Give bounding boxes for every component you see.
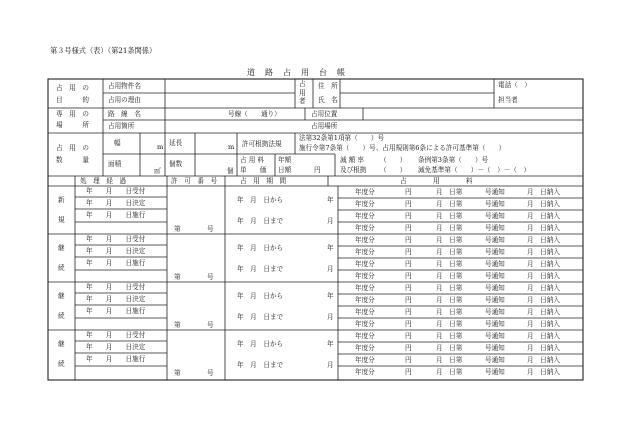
- reason-label: 占用の理由: [108, 96, 141, 104]
- fee-date: 月 日第: [436, 356, 463, 364]
- reduction-label-a: 減 額 率: [340, 156, 364, 164]
- fee-notice: 号通知: [485, 260, 505, 268]
- fee-paid: 月 日納入: [527, 332, 560, 340]
- fee-notice: 号通知: [485, 344, 505, 352]
- reduction-paren-b: （ ）: [380, 166, 407, 174]
- fee-date: 月 日第: [436, 320, 463, 328]
- group-label-top: 継: [58, 292, 65, 300]
- fee-fiscal: 年度分: [355, 296, 375, 304]
- fee-yen: 円: [405, 332, 412, 340]
- fee-notice: 号通知: [485, 188, 505, 196]
- period-month: 月: [327, 361, 334, 369]
- fee-date: 月 日第: [436, 344, 463, 352]
- extension-label: 延長: [169, 139, 183, 147]
- fee-yen: 円: [405, 320, 412, 328]
- ledger-title: 道 路 占 用 台 帳: [247, 68, 346, 77]
- fee-yen: 円: [405, 308, 412, 316]
- fee-date: 月 日第: [436, 284, 463, 292]
- period-to: 年 月 日まで: [237, 265, 284, 273]
- qty-label-a: 占 用 の: [56, 144, 89, 152]
- area-place-label: 占用場所: [311, 122, 338, 130]
- fee-notice: 号通知: [485, 248, 505, 256]
- fee-yen: 円: [405, 368, 412, 376]
- fee-fiscal: 年度分: [355, 332, 375, 340]
- fee-date: 月 日第: [436, 236, 463, 244]
- fee-fiscal: 年度分: [355, 212, 375, 220]
- fee-date: 月 日第: [436, 272, 463, 280]
- fee-notice: 号通知: [485, 284, 505, 292]
- fee-notice: 号通知: [485, 308, 505, 316]
- fee-fiscal: 年度分: [355, 224, 375, 232]
- fee-yen: 円: [405, 188, 412, 196]
- place-label-a: 専 用 の: [56, 110, 89, 118]
- col-permit-no: 許 可 番 号: [171, 177, 218, 185]
- fee-fiscal: 年度分: [355, 200, 375, 208]
- period-to: 年 月 日まで: [237, 313, 284, 321]
- fee-label-b: 単 価: [240, 166, 267, 174]
- fee-fiscal: 年度分: [355, 320, 375, 328]
- fee-yen: 円: [405, 260, 412, 268]
- fee-fiscal: 年度分: [355, 284, 375, 292]
- fee-notice: 号通知: [485, 320, 505, 328]
- address-label: 住 所: [318, 82, 338, 90]
- fee-fiscal: 年度分: [355, 356, 375, 364]
- reduction-label-b: 及び根拠: [340, 166, 367, 174]
- group-label-bottom: 続: [58, 264, 65, 272]
- fee-notice: 号通知: [485, 200, 505, 208]
- phone-label: 電話（ ）: [498, 81, 531, 89]
- period-from: 年 月 日から: [237, 196, 284, 204]
- count-unit: 個: [227, 167, 234, 175]
- fee-fiscal: 年度分: [355, 344, 375, 352]
- fee-fiscal: 年度分: [355, 368, 375, 376]
- fee-yen: 円: [405, 284, 412, 292]
- fee-notice: 号通知: [485, 236, 505, 244]
- fee-date: 月 日第: [436, 308, 463, 316]
- fee-paid: 月 日納入: [527, 248, 560, 256]
- width-unit: m: [157, 143, 164, 151]
- history-entry: 年 月 日決定: [86, 343, 146, 351]
- location-label: 占用位置: [311, 110, 338, 118]
- fee-paid: 月 日納入: [527, 284, 560, 292]
- fee-fiscal: 年度分: [355, 308, 375, 316]
- law-line-2: 施行令第7条第（ ）号、占用規則第6条による許可基準第（ ）: [299, 144, 506, 152]
- permit-law-label: 許可根拠法規: [242, 140, 282, 148]
- fee-date: 月 日第: [436, 212, 463, 220]
- fee-paid: 月 日納入: [527, 212, 560, 220]
- history-entry: 年 月 日受付: [86, 283, 146, 291]
- fee-paid: 月 日納入: [527, 356, 560, 364]
- period-year: 年: [327, 196, 334, 204]
- area-unit: ㎡: [154, 167, 161, 175]
- period-month: 月: [327, 217, 334, 225]
- fee-yen: 円: [405, 248, 412, 256]
- group-label-top: 継: [58, 244, 65, 252]
- fee-yen: 円: [405, 296, 412, 304]
- history-entry: 年 月 日受付: [86, 187, 146, 195]
- annual-label: 年額: [278, 156, 292, 164]
- staff-label: 担当者: [498, 96, 518, 104]
- ordinance-line: 条例第3条第（ ）号: [418, 156, 489, 164]
- purpose-label-b: 目 的: [56, 96, 89, 104]
- fee-date: 月 日第: [436, 332, 463, 340]
- fee-date: 月 日第: [436, 260, 463, 268]
- permit-number: 第 号: [174, 225, 214, 233]
- fee-date: 月 日第: [436, 248, 463, 256]
- fee-yen: 円: [405, 224, 412, 232]
- fee-notice: 号通知: [485, 332, 505, 340]
- fee-paid: 月 日納入: [527, 296, 560, 304]
- history-entry: 年 月 日施行: [86, 259, 146, 267]
- group-label-bottom: 続: [58, 360, 65, 368]
- law-line-1: 法第32条第1項第（ ）号: [299, 134, 385, 142]
- permit-number: 第 号: [174, 369, 214, 377]
- fee-notice: 号通知: [485, 356, 505, 364]
- fee-paid: 月 日納入: [527, 224, 560, 232]
- group-label-bottom: 規: [58, 216, 65, 224]
- form-number: 第３号様式（表）（第21条関係）: [50, 46, 157, 55]
- fee-paid: 月 日納入: [527, 200, 560, 208]
- occupant-label: [299, 80, 306, 106]
- history-entry: 年 月 日決定: [86, 199, 146, 207]
- fee-paid: 月 日納入: [527, 344, 560, 352]
- fee-paid: 月 日納入: [527, 308, 560, 316]
- monthly-yen: 円: [314, 166, 321, 174]
- section-label: 占用箇所: [108, 122, 135, 130]
- name-label: 氏 名: [318, 96, 338, 104]
- fee-fiscal: 年度分: [355, 236, 375, 244]
- fee-yen: 円: [405, 356, 412, 364]
- area-label: 面積: [108, 160, 122, 168]
- col-history: 処 理 経 過: [80, 177, 127, 185]
- col-fee: 占 用 料: [400, 177, 473, 185]
- history-entry: 年 月 日施行: [86, 211, 146, 219]
- fee-paid: 月 日納入: [527, 236, 560, 244]
- period-year: 年: [327, 244, 334, 252]
- group-label-top: 継: [58, 340, 65, 348]
- width-label: 幅: [114, 139, 121, 147]
- period-year: 年: [327, 340, 334, 348]
- fee-paid: 月 日納入: [527, 272, 560, 280]
- fee-date: 月 日第: [436, 224, 463, 232]
- fee-paid: 月 日納入: [527, 368, 560, 376]
- permit-number: 第 号: [174, 321, 214, 329]
- fee-yen: 円: [405, 344, 412, 352]
- fee-fiscal: 年度分: [355, 260, 375, 268]
- place-label-b: 場 所: [56, 121, 89, 129]
- period-year: 年: [327, 292, 334, 300]
- period-from: 年 月 日から: [237, 340, 284, 348]
- period-from: 年 月 日から: [237, 292, 284, 300]
- fee-paid: 月 日納入: [527, 320, 560, 328]
- history-entry: 年 月 日受付: [86, 331, 146, 339]
- period-to: 年 月 日まで: [237, 217, 284, 225]
- group-label-bottom: 続: [58, 312, 65, 320]
- fee-notice: 号通知: [485, 368, 505, 376]
- monthly-label: 日額: [278, 166, 292, 174]
- route-suffix: 号線（ 通り）: [228, 110, 281, 118]
- fee-yen: 円: [405, 200, 412, 208]
- reduction-basis-line: 減免基準第（ ）－（ ）－（ ）: [418, 166, 531, 174]
- object-name-label: 占用物件名: [108, 82, 141, 90]
- period-to: 年 月 日まで: [237, 361, 284, 369]
- history-entry: 年 月 日受付: [86, 235, 146, 243]
- fee-notice: 号通知: [485, 224, 505, 232]
- group-label-top: 新: [58, 196, 65, 204]
- fee-date: 月 日第: [436, 188, 463, 196]
- fee-notice: 号通知: [485, 296, 505, 304]
- fee-yen: 円: [405, 212, 412, 220]
- history-entry: 年 月 日決定: [86, 247, 146, 255]
- fee-fiscal: 年度分: [355, 188, 375, 196]
- period-from: 年 月 日から: [237, 244, 284, 252]
- permit-number: 第 号: [174, 273, 214, 281]
- qty-label-b: 数 量: [56, 156, 89, 164]
- fee-paid: 月 日納入: [527, 260, 560, 268]
- fee-notice: 号通知: [485, 212, 505, 220]
- fee-label-a: 占 用 料: [240, 156, 264, 164]
- fee-yen: 円: [405, 272, 412, 280]
- history-entry: 年 月 日施行: [86, 355, 146, 363]
- fee-notice: 号通知: [485, 272, 505, 280]
- fee-fiscal: 年度分: [355, 248, 375, 256]
- fee-date: 月 日第: [436, 200, 463, 208]
- fee-date: 月 日第: [436, 296, 463, 304]
- fee-date: 月 日第: [436, 368, 463, 376]
- history-entry: 年 月 日決定: [86, 295, 146, 303]
- fee-fiscal: 年度分: [355, 272, 375, 280]
- occupant-text: 占用者: [299, 80, 306, 105]
- col-period: 占 用 期 間: [240, 177, 287, 185]
- extension-unit: m: [228, 143, 235, 151]
- period-month: 月: [327, 265, 334, 273]
- reduction-paren-a: （ ）: [380, 156, 407, 164]
- purpose-label-a: 占 用 の: [56, 84, 89, 92]
- fee-paid: 月 日納入: [527, 188, 560, 196]
- count-label: 個数: [169, 160, 183, 168]
- route-label: 路 線 名: [108, 110, 141, 118]
- fee-yen: 円: [405, 236, 412, 244]
- period-month: 月: [327, 313, 334, 321]
- history-entry: 年 月 日施行: [86, 307, 146, 315]
